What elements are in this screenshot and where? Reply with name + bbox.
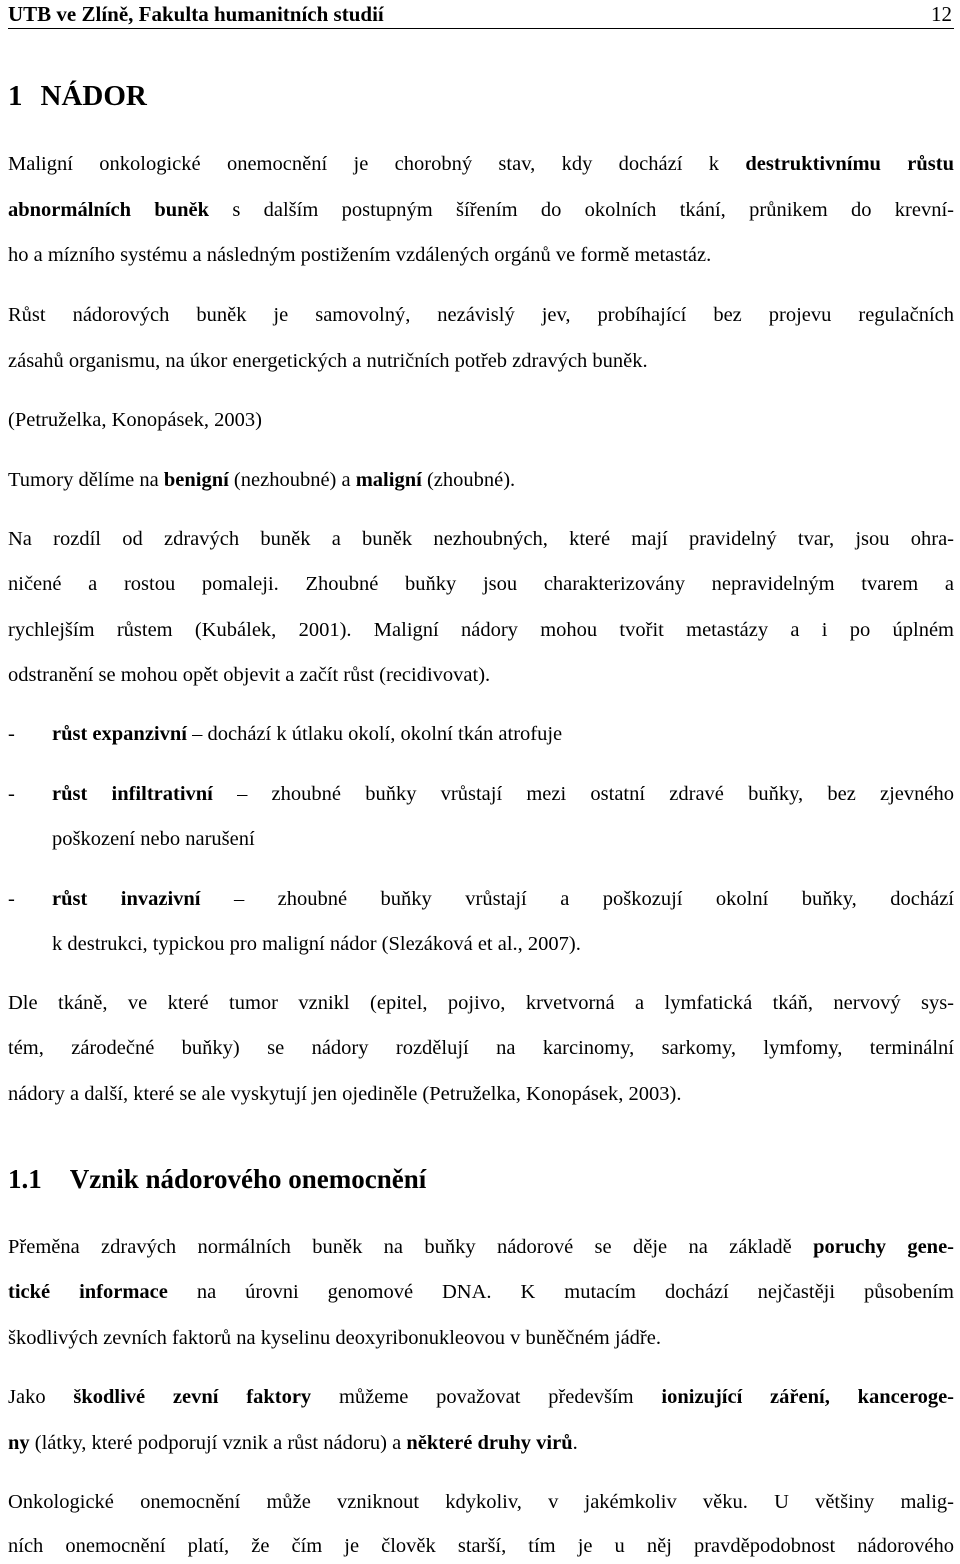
bold-text-run: ny bbox=[8, 1432, 30, 1454]
bullet-2-line-2: poškození nebo narušení bbox=[52, 828, 255, 850]
section-title: Vznik nádorového onemocnění bbox=[69, 1164, 427, 1194]
bullet-dash: - bbox=[8, 723, 15, 745]
text-run: (zhoubné). bbox=[421, 469, 516, 491]
bold-text-run: tické informace bbox=[8, 1281, 168, 1303]
paragraph-6-line-1: Dle tkáně, ve které tumor vznikl (epitel, pojivo, krvetvorná a lymfatická tkáň, nervový sys- bbox=[8, 992, 954, 1014]
bold-text-run: růst invazivní bbox=[52, 888, 201, 910]
paragraph-4-line-1 bbox=[8, 466, 954, 494]
bold-text-run: škodlivé zevní faktory bbox=[73, 1386, 312, 1408]
citation-line: (Petruželka, Konopásek, 2003) bbox=[8, 409, 262, 431]
paragraph-9-line-2: ních onemocnění platí, že čím je člověk starší, tím je u něj pravděpodobnost nádorového bbox=[8, 1535, 954, 1557]
text-run: s dalším postupným šířením do okolních tkání, průnikem do krevní- bbox=[209, 199, 954, 221]
chapter-number: 1 bbox=[8, 80, 23, 112]
bullet-dash: - bbox=[8, 783, 15, 805]
text-run: Maligní onkologické onemocnění je chorobný stav, kdy dochází k bbox=[8, 153, 746, 175]
paragraph-5-line-3: rychlejším růstem (Kubálek, 2001). Maligní nádory mohou tvořit metastázy a i po úplném bbox=[8, 619, 954, 641]
text-run: na úrovni genomové DNA. K mutacím dochází nejčastěji působením bbox=[167, 1281, 955, 1303]
text-run: – zhoubné buňky vrůstají mezi ostatní zdravé buňky, bez zjevného bbox=[212, 783, 954, 805]
paragraph-6-line-3: nádory a další, které se ale vyskytují jen ojediněle (Petruželka, Konopásek, 2003). bbox=[8, 1083, 682, 1105]
bold-text-run: benigní bbox=[163, 469, 229, 491]
paragraph-8-line-1 bbox=[8, 1383, 954, 1411]
paragraph-5-line-2: ničené a rostou pomaleji. Zhoubné buňky jsou charakterizovány nepravidelným tvarem a bbox=[8, 573, 954, 595]
page-header bbox=[8, 2, 954, 29]
text-run: – dochází k útlaku okolí, okolní tkán atrofuje bbox=[186, 723, 563, 745]
bullet-2-line-1 bbox=[52, 780, 954, 808]
bold-text-run: ionizující záření, kanceroge- bbox=[661, 1386, 955, 1408]
text-run: (látky, které podporují vznik a růst nádoru) a bbox=[29, 1432, 407, 1454]
bold-text-run: abnormálních buněk bbox=[8, 199, 210, 221]
paragraph-2-line-1: Růst nádorových buněk je samovolný, nezávislý jev, probíhající bez projevu regulačních bbox=[8, 304, 954, 326]
bold-text-run: destruktivnímu růstu bbox=[745, 153, 954, 175]
section-number: 1.1 bbox=[8, 1164, 42, 1194]
chapter-title: NÁDOR bbox=[40, 80, 147, 112]
paragraph-5-line-1: Na rozdíl od zdravých buněk a buněk nezhoubných, které mají pravidelný tvar, jsou ohra- bbox=[8, 528, 954, 550]
section-heading bbox=[8, 1164, 426, 1195]
paragraph-1-line-2 bbox=[8, 196, 954, 224]
paragraph-7-line-2 bbox=[8, 1278, 954, 1306]
text-run: – zhoubné buňky vrůstají a poškozují okolní buňky, dochází bbox=[200, 888, 954, 910]
page-number: 12 bbox=[931, 2, 952, 26]
paragraph-6-line-2: tém, zárodečné buňky) se nádory rozdělují na karcinomy, sarkomy, lymfomy, terminální bbox=[8, 1037, 954, 1059]
bullet-1 bbox=[52, 720, 954, 748]
header-title: UTB ve Zlíně, Fakulta humanitních studií bbox=[8, 2, 384, 26]
paragraph-7-line-3: škodlivých zevních faktorů na kyselinu deoxyribonukleovou v buněčném jádře. bbox=[8, 1327, 661, 1349]
chapter-heading bbox=[8, 80, 147, 113]
text-run: můžeme považovat především bbox=[311, 1386, 662, 1408]
paragraph-8-line-2 bbox=[8, 1429, 954, 1457]
bullet-dash: - bbox=[8, 888, 15, 910]
paragraph-5-line-4: odstranění se mohou opět objevit a začít růst (recidivovat). bbox=[8, 664, 491, 686]
bullet-3-line-1 bbox=[52, 885, 954, 913]
paragraph-2-line-2: zásahů organismu, na úkor energetických a nutričních potřeb zdravých buněk. bbox=[8, 350, 648, 372]
paragraph-9-line-1: Onkologické onemocnění může vzniknout kdykoliv, v jakémkoliv věku. U většiny malig- bbox=[8, 1491, 954, 1513]
text-run: Přeměna zdravých normálních buněk na buňky nádorové se děje na základě bbox=[8, 1236, 814, 1258]
bold-text-run: maligní bbox=[355, 469, 422, 491]
text-run: Jako bbox=[8, 1386, 74, 1408]
text-run: Tumory dělíme na bbox=[8, 469, 164, 491]
text-run: (nezhoubné) a bbox=[228, 469, 356, 491]
paragraph-1-line-1 bbox=[8, 150, 954, 178]
text-run: . bbox=[572, 1432, 578, 1454]
paragraph-7-line-1 bbox=[8, 1233, 954, 1261]
bold-text-run: růst expanzivní bbox=[52, 723, 187, 745]
bold-text-run: růst infiltrativní bbox=[52, 783, 213, 805]
bold-text-run: poruchy gene- bbox=[813, 1236, 954, 1258]
bullet-3-line-2: k destrukci, typickou pro maligní nádor (Slezáková et al., 2007). bbox=[52, 933, 581, 955]
bold-text-run: některé druhy virů bbox=[406, 1432, 573, 1454]
paragraph-1-line-3: ho a mízního systému a následným postižením vzdálených orgánů ve formě metastáz. bbox=[8, 244, 712, 266]
